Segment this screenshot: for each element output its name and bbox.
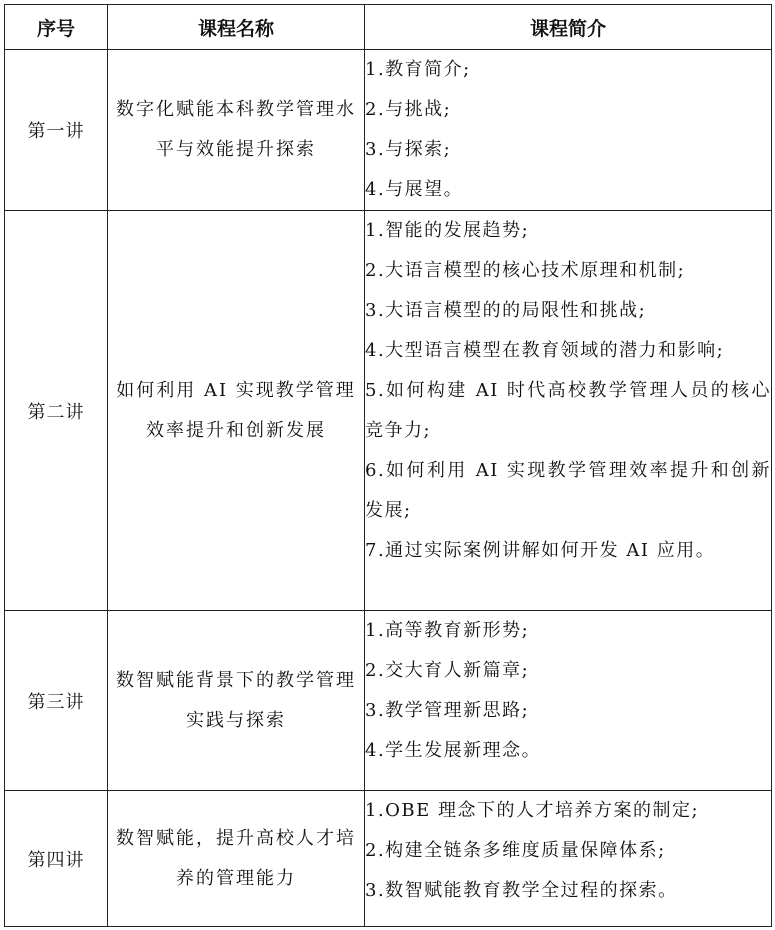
row-seq: 第二讲 <box>5 211 108 611</box>
course-table-wrapper <box>4 4 772 927</box>
intro-line: 3.数智赋能教育教学全过程的探索。 <box>365 880 678 901</box>
intro-line: 3.大语言模型的的局限性和挑战; <box>365 300 647 321</box>
row-course-name: 数智赋能，提升高校人才培养的管理能力 <box>108 791 365 927</box>
table-row <box>5 50 772 211</box>
intro-line: 4.大型语言模型在教育领域的潜力和影响; <box>365 340 725 361</box>
table-row <box>5 611 772 791</box>
intro-line: 2.构建全链条多维度质量保障体系; <box>365 840 666 861</box>
header-intro: 课程简介 <box>365 5 772 50</box>
row-course-name: 数字化赋能本科教学管理水平与效能提升探索 <box>108 50 365 211</box>
intro-line: 4.学生发展新理念。 <box>365 740 542 761</box>
intro-line: 3.与探索; <box>365 139 452 160</box>
table-row <box>5 791 772 927</box>
intro-line: 2.大语言模型的核心技术原理和机制; <box>365 260 686 281</box>
header-name: 课程名称 <box>108 5 365 50</box>
row-course-name: 如何利用 AI 实现教学管理效率提升和创新发展 <box>108 211 365 611</box>
intro-line: 1.智能的发展趋势; <box>365 220 530 241</box>
row-course-name: 数智赋能背景下的教学管理实践与探索 <box>108 611 365 791</box>
row-seq: 第三讲 <box>5 611 108 791</box>
row-intro <box>365 611 772 791</box>
intro-line: 3.教学管理新思路; <box>365 700 530 721</box>
intro-line: 1.OBE 理念下的人才培养方案的制定; <box>365 800 700 821</box>
header-seq: 序号 <box>5 5 108 50</box>
intro-line: 4.与展望。 <box>365 179 464 200</box>
row-seq: 第一讲 <box>5 50 108 211</box>
course-table <box>4 4 772 927</box>
row-intro <box>365 50 772 211</box>
intro-line: 2.交大育人新篇章; <box>365 660 530 681</box>
table-row <box>5 211 772 611</box>
intro-line: 2.与挑战; <box>365 99 452 120</box>
header-row <box>5 5 772 50</box>
intro-line: 5.如何构建 AI 时代高校教学管理人员的核心竞争力; <box>365 380 771 441</box>
intro-line: 1.教育简介; <box>365 59 471 80</box>
intro-line: 6.如何利用 AI 实现教学管理效率提升和创新发展; <box>365 460 771 521</box>
row-intro <box>365 211 772 611</box>
row-seq: 第四讲 <box>5 791 108 927</box>
intro-line: 7.通过实际案例讲解如何开发 AI 应用。 <box>365 540 716 561</box>
row-intro <box>365 791 772 927</box>
intro-line: 1.高等教育新形势; <box>365 620 530 641</box>
